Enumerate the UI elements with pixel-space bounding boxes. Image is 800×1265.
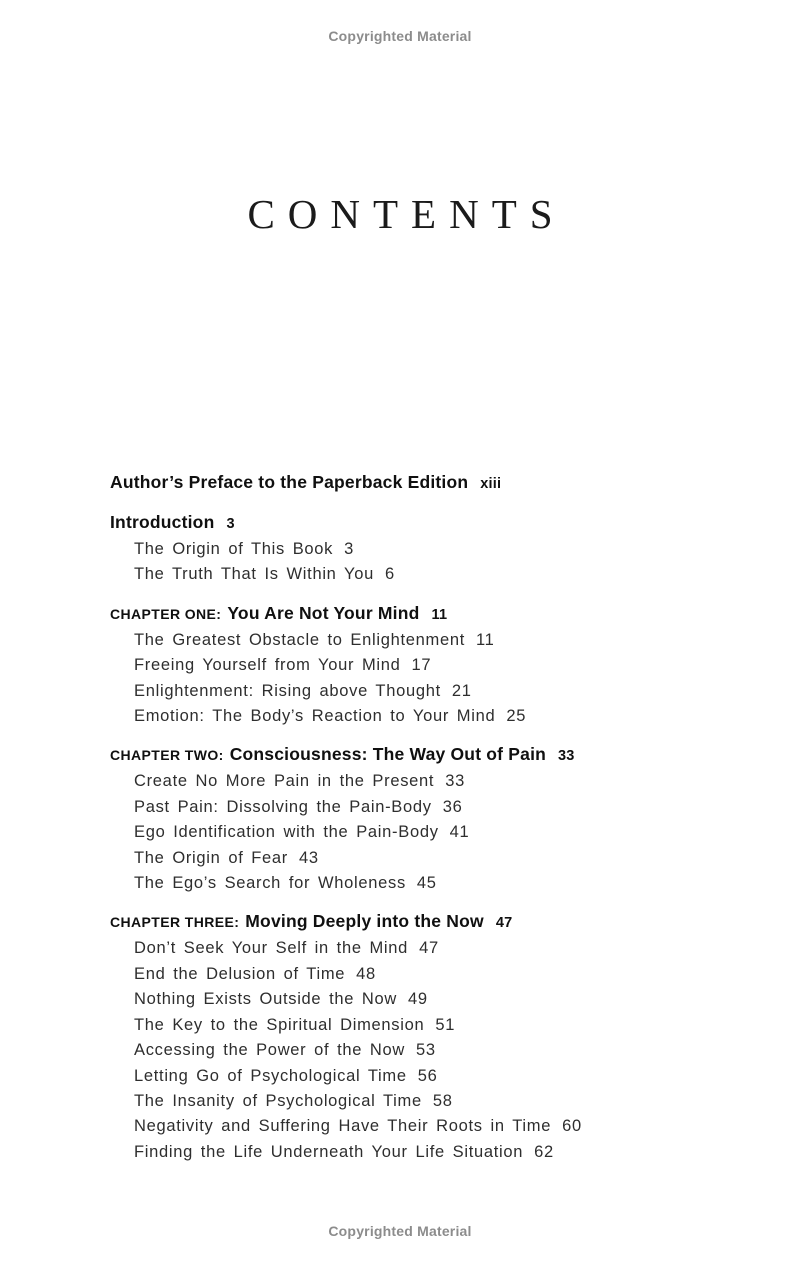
entry-page-number: 41 — [449, 823, 470, 842]
toc — [110, 470, 730, 1178]
entry-label: The Truth That Is Within You — [134, 565, 374, 584]
toc-entry — [110, 936, 730, 961]
entry-page-number: 62 — [534, 1142, 554, 1161]
toc-section-heading — [110, 510, 730, 537]
entry-label: Nothing Exists Outside the Now — [134, 990, 398, 1009]
entry-label: Create No More Pain in the Present — [134, 772, 435, 791]
entry-label: Accessing the Power of the Now — [134, 1041, 406, 1060]
toc-entry — [110, 628, 730, 653]
toc-entry — [110, 795, 730, 820]
chapter-prefix: CHAPTER TWO: — [110, 747, 224, 764]
entry-label: Don’t Seek Your Self in the Mind — [134, 939, 409, 958]
entry-page-number: 53 — [416, 1041, 436, 1060]
toc-entry — [110, 1140, 730, 1165]
toc-entry — [110, 1038, 730, 1063]
toc-entry — [110, 562, 730, 587]
toc-entry — [110, 962, 730, 987]
entry-page-number: 3 — [344, 540, 355, 558]
entry-label: Enlightenment: Rising above Thought — [134, 681, 441, 700]
copyright-notice-top: Copyrighted Material — [328, 28, 472, 44]
toc-entry — [110, 704, 730, 729]
entry-page-number: 11 — [476, 630, 495, 649]
toc-entry — [110, 653, 730, 678]
entry-label: Negativity and Suffering Have Their Roots in Time — [134, 1117, 552, 1136]
entry-label: Ego Identification with the Pain-Body — [134, 823, 439, 842]
section-title: You Are Not Your Mind — [227, 602, 420, 623]
toc-entry — [110, 871, 730, 896]
section-page-number: 33 — [558, 748, 575, 765]
entry-page-number: 17 — [411, 656, 432, 675]
entry-page-number: 51 — [435, 1015, 456, 1034]
entry-label: The Key to the Spiritual Dimension — [134, 1015, 425, 1034]
toc-section — [110, 470, 730, 497]
entry-label: End the Delusion of Time — [134, 964, 346, 983]
section-title: Consciousness: The Way Out of Pain — [229, 744, 547, 765]
entry-page-number: 25 — [506, 707, 527, 726]
toc-entry — [110, 846, 730, 871]
entry-page-number: 36 — [442, 797, 463, 816]
section-title: Moving Deeply into the Now — [245, 911, 484, 932]
entry-page-number: 33 — [445, 772, 465, 791]
entry-page-number: 45 — [416, 874, 437, 893]
entry-label: The Greatest Obstacle to Enlightenment — [134, 630, 466, 649]
entry-label: The Origin of Fear — [134, 848, 288, 867]
section-title: Introduction — [110, 512, 215, 532]
entry-label: Freeing Yourself from Your Mind — [134, 656, 401, 675]
toc-section-heading — [110, 742, 730, 769]
entry-page-number: 43 — [299, 848, 319, 867]
toc-section — [110, 601, 730, 730]
section-page-number: 3 — [226, 516, 235, 532]
toc-entry — [110, 820, 730, 845]
chapter-prefix: CHAPTER THREE: — [110, 914, 240, 931]
entry-label: The Ego’s Search for Wholeness — [134, 874, 406, 893]
entry-label: The Origin of This Book — [134, 540, 334, 558]
toc-entry — [110, 1064, 730, 1089]
toc-section-heading — [110, 909, 730, 936]
section-page-number: xiii — [480, 476, 502, 492]
toc-entry — [110, 537, 730, 562]
section-page-number: 47 — [495, 915, 513, 932]
chapter-prefix: CHAPTER ONE: — [110, 605, 222, 622]
entry-label: Emotion: The Body’s Reaction to Your Mind — [134, 707, 496, 726]
entry-page-number: 49 — [408, 990, 428, 1009]
entry-page-number: 60 — [562, 1117, 582, 1136]
entry-label: Past Pain: Dissolving the Pain-Body — [134, 797, 432, 816]
toc-section — [110, 742, 730, 896]
toc-section — [110, 510, 730, 588]
toc-entry — [110, 769, 730, 794]
toc-section-heading — [110, 601, 730, 628]
section-page-number: 11 — [431, 606, 448, 623]
entry-page-number: 48 — [356, 964, 376, 983]
toc-section-heading — [110, 470, 730, 497]
entry-page-number: 21 — [451, 681, 472, 700]
entry-label: Letting Go of Psychological Time — [134, 1066, 407, 1085]
toc-entry — [110, 1114, 730, 1139]
toc-section — [110, 909, 730, 1165]
entry-page-number: 6 — [385, 565, 395, 584]
entry-page-number: 47 — [419, 939, 439, 958]
entry-label: The Insanity of Psychological Time — [134, 1091, 422, 1110]
toc-entry — [110, 1089, 730, 1114]
page-title: CONTENTS — [247, 191, 566, 237]
section-title: Author’s Preface to the Paperback Edition — [110, 472, 469, 492]
toc-entry — [110, 1013, 730, 1038]
copyright-notice-bottom: Copyrighted Material — [328, 1223, 472, 1239]
toc-entry — [110, 987, 730, 1012]
entry-page-number: 56 — [417, 1066, 438, 1085]
entry-page-number: 58 — [432, 1091, 453, 1110]
toc-entry — [110, 679, 730, 704]
entry-label: Finding the Life Underneath Your Life Situation — [134, 1142, 524, 1161]
